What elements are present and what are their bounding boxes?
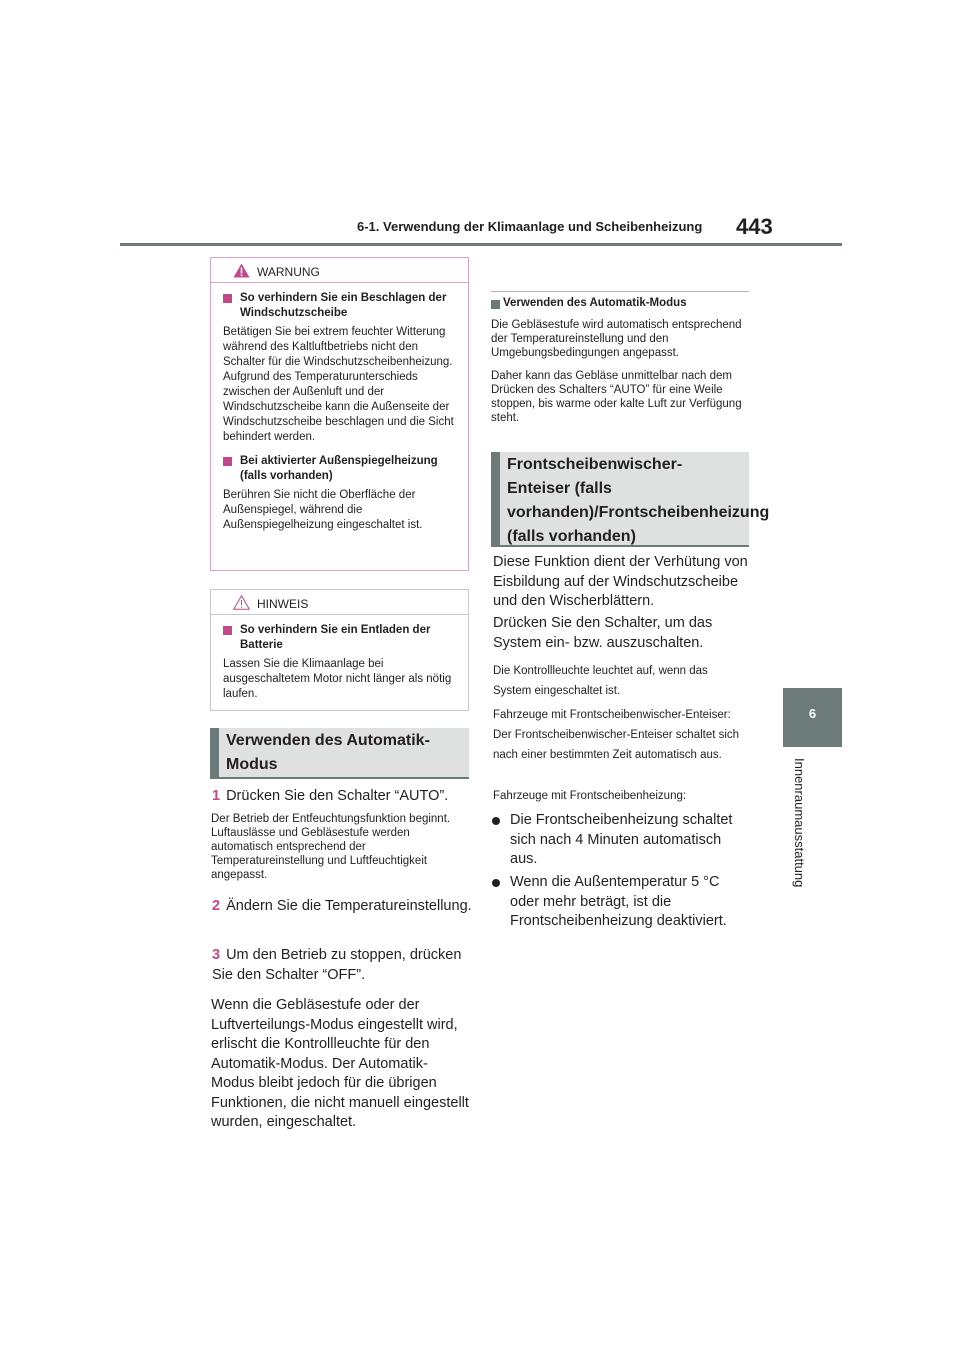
- bullet-square-icon: [491, 300, 500, 309]
- wiper-bullet: Die Frontscheibenheizung schaltet sich nach 4 Minuten automatisch aus.: [510, 811, 742, 870]
- wiper-instruction: Drücken Sie den Schalter, um das System ein- bzw. auszuschalten.: [493, 615, 713, 651]
- chapter-number: 6: [808, 706, 817, 721]
- section-title: 6-1. Verwendung der Klimaanlage und Scheibenheizung: [357, 219, 703, 234]
- section-heading-auto: [210, 728, 469, 778]
- bullet-dot-icon: [492, 879, 500, 887]
- heading-stripe: [491, 452, 500, 545]
- notice-triangle-icon: [233, 595, 250, 610]
- notice-item-text: Lassen Sie die Klimaanlage bei ausgeschaltetem Motor nicht länger als nötig laufen.: [223, 658, 452, 700]
- warning-item-title: So verhindern Sie ein Beschlagen der Windschutzscheibe: [223, 291, 458, 321]
- step-3: 3 Um den Betrieb zu stoppen, drücken Sie den Schalter “OFF”.: [212, 947, 462, 983]
- section-heading-wiper-text: Frontscheibenwischer-Enteiser (falls vorhanden)/Frontscheibenheizung (falls vorhanden): [507, 456, 770, 545]
- wiper-bullet: Wenn die Außentemperatur 5 °C oder mehr beträgt, ist die Frontscheibenheizung deaktiviert.: [510, 873, 742, 932]
- warning-item-title: Bei aktivierter Außenspiegelheizung (falls vorhanden): [223, 454, 458, 484]
- info-rule: [491, 291, 749, 292]
- auto-paragraph: Wenn die Gebläsestufe oder der Luftverteilungs-Modus eingestellt wird, erlischt die Kontrollleuchte für den Automatik-Modus. Der Automatik-Modus bleibt jedoch für die übrigen Funktionen, die nicht manuell eingestellt wurden, eingeschaltet.: [211, 997, 469, 1130]
- wiper-note-3: Fahrzeuge mit Frontscheibenheizung:: [493, 790, 687, 802]
- auto-info-text-1: Die Gebläsestufe wird automatisch entsprechend der Temperatureinstellung und den Umgebungsbedingungen angepasst.: [491, 319, 742, 359]
- notice-box: [210, 589, 469, 711]
- chapter-label: [792, 758, 825, 918]
- warning-box: [210, 257, 469, 571]
- wiper-intro: Diese Funktion dient der Verhütung von Eisbildung auf der Windschutzscheibe und den Wischerblättern.: [493, 554, 748, 609]
- warning-label: WARNUNG: [257, 265, 320, 279]
- warning-item-text: Betätigen Sie bei extrem feuchter Witterung während des Kaltluftbetriebs nicht den Schalter für die Windschutzscheibenheizung. Aufgrund des Temperaturunterschieds zwischen der Außenluft und der Windschutzscheibe kann die Außenseite der Windschutzscheibe beschlagen und die Sicht behindert werden.: [223, 326, 454, 443]
- notice-box-rule: [211, 614, 468, 615]
- header-rule: [120, 243, 842, 246]
- notice-label: HINWEIS: [257, 597, 309, 611]
- page-number: 443: [736, 214, 773, 239]
- section-heading-wiper: [491, 452, 770, 545]
- warning-triangle-icon: [233, 263, 250, 278]
- bullet-square-icon: [223, 626, 232, 635]
- step-1-note: Der Betrieb der Entfeuchtungsfunktion beginnt. Luftauslässe und Gebläsestufe werden automatisch entsprechend der Temperatureinstellung und Luftfeuchtigkeit angepasst.: [211, 813, 451, 881]
- auto-info-text-2: Daher kann das Gebläse unmittelbar nach dem Drücken des Schalters “AUTO” für eine Weile stoppen, bis warme oder kalte Luft zur Verfügung steht.: [491, 370, 742, 424]
- warning-box-rule: [211, 282, 468, 283]
- bullet-square-icon: [223, 457, 232, 466]
- bullet-square-icon: [223, 294, 232, 303]
- heading-stripe: [210, 728, 219, 778]
- auto-info-title: Verwenden des Automatik-Modus: [491, 297, 749, 309]
- warning-box-header: [211, 258, 468, 282]
- step-1: 1 Drücken Sie den Schalter “AUTO”.: [212, 788, 449, 804]
- chapter-tab: [783, 688, 842, 747]
- wiper-note-1: Die Kontrollleuchte leuchtet auf, wenn das System eingeschaltet ist.: [493, 665, 708, 697]
- wiper-note-2: Fahrzeuge mit Frontscheibenwischer-Enteiser: Der Frontscheibenwischer-Enteiser schaltet sich nach einer bestimmten Zeit automatisch aus.: [493, 709, 740, 761]
- heading-rule: [210, 777, 469, 779]
- heading-rule: [491, 545, 749, 547]
- step-2: 2 Ändern Sie die Temperatureinstellung.: [212, 898, 472, 914]
- bullet-dot-icon: [492, 817, 500, 825]
- chapter-label-text: Innenraumausstattung: [792, 758, 807, 888]
- notice-item-title: So verhindern Sie ein Entladen der Batterie: [223, 623, 458, 653]
- section-heading-auto-text: Verwenden des Automatik-Modus: [226, 732, 430, 773]
- warning-item-text: Berühren Sie nicht die Oberfläche der Außenspiegel, während die Außenspiegelheizung eingeschaltet ist.: [223, 489, 423, 531]
- notice-box-header: [211, 590, 468, 614]
